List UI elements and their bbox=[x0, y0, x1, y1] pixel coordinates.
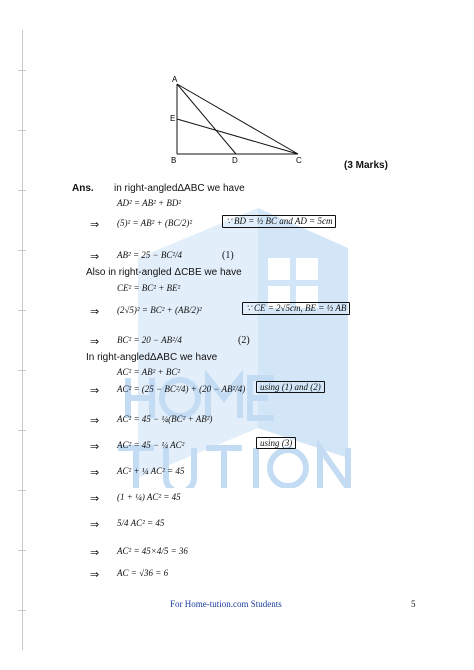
note-ce-be: ∵ CE = 2√5cm, BE = ½ AB bbox=[242, 302, 350, 315]
implies-arrow: ⇒ bbox=[90, 569, 100, 581]
implies-arrow: ⇒ bbox=[90, 493, 100, 505]
border-tick bbox=[18, 130, 26, 131]
segment-ad bbox=[177, 84, 236, 154]
note-using-3: using (3) bbox=[256, 437, 296, 449]
implies-arrow: ⇒ bbox=[90, 385, 100, 397]
equation-one-plus-quarter: (1 + ¼) AC² = 45 bbox=[117, 492, 181, 502]
equation-ac-45-quarter: AC² = 45 − ¼(BC² + AB²) bbox=[117, 414, 213, 424]
triangle-figure bbox=[160, 74, 310, 164]
equation-ad: AD² = AB² + BD² bbox=[117, 198, 182, 208]
equation-bc-squared: BC² = 20 − AB²/4 bbox=[117, 335, 182, 345]
border-tick bbox=[18, 370, 26, 371]
border-tick bbox=[18, 610, 26, 611]
border-tick bbox=[18, 250, 26, 251]
marks-label: (3 Marks) bbox=[344, 160, 388, 171]
equation-ab-squared: AB² = 25 − BC²/4 bbox=[117, 250, 183, 260]
implies-arrow: ⇒ bbox=[90, 441, 100, 453]
segment-ce bbox=[177, 119, 298, 154]
side-ac bbox=[177, 84, 298, 154]
page-left-border bbox=[22, 30, 23, 650]
vertex-label-e: E bbox=[170, 114, 176, 123]
note-bd-ad: ∵ BD = ½ BC and AD = 5cm bbox=[222, 215, 336, 228]
vertex-label-b: B bbox=[171, 156, 177, 164]
answer-line-abc: In right-angledΔABC we have bbox=[86, 352, 218, 363]
equation-ac-36: AC² = 45×4/5 = 36 bbox=[117, 546, 188, 556]
equation-ac: AC² = AB² + BC² bbox=[117, 367, 181, 377]
answer-line-cbe: Also in right-angled ΔCBE we have bbox=[86, 267, 242, 278]
implies-arrow: ⇒ bbox=[90, 547, 100, 559]
border-tick bbox=[18, 310, 26, 311]
vertex-label-d: D bbox=[232, 156, 238, 164]
equation-ac-final: AC = √36 = 6 bbox=[117, 568, 169, 578]
vertex-label-a: A bbox=[172, 75, 178, 84]
note-using-1-2: using (1) and (2) bbox=[256, 381, 325, 393]
equation-five-quarters: 5/4 AC² = 45 bbox=[117, 518, 165, 528]
page-number: 5 bbox=[411, 599, 416, 609]
equation-ac-sum: AC² = (25 − BC²/4) + (20 − AB²/4) bbox=[117, 384, 246, 394]
vertex-label-c: C bbox=[296, 156, 302, 164]
implies-arrow: ⇒ bbox=[90, 336, 100, 348]
equation-5-squared: (5)² = AB² + (BC/2)² bbox=[117, 218, 193, 228]
implies-arrow: ⇒ bbox=[90, 251, 100, 263]
equation-2root5-squared: (2√5)² = BC² + (AB/2)² bbox=[117, 305, 202, 315]
implies-arrow: ⇒ bbox=[90, 219, 100, 231]
equation-ac-plus-quarter: AC² + ¼ AC² = 45 bbox=[117, 466, 185, 476]
equation-ce: CE² = BC² + BE² bbox=[117, 283, 181, 293]
border-tick bbox=[18, 550, 26, 551]
border-tick bbox=[18, 70, 26, 71]
equation-tag-1: (1) bbox=[222, 250, 234, 261]
border-tick bbox=[18, 190, 26, 191]
equation-tag-2: (2) bbox=[238, 335, 250, 346]
answer-line-1: in right-angledΔABC we have bbox=[114, 183, 245, 194]
border-tick bbox=[18, 430, 26, 431]
implies-arrow: ⇒ bbox=[90, 306, 100, 318]
implies-arrow: ⇒ bbox=[90, 467, 100, 479]
border-tick bbox=[18, 490, 26, 491]
implies-arrow: ⇒ bbox=[90, 519, 100, 531]
equation-ac-45-ac: AC² = 45 − ¼ AC² bbox=[117, 440, 185, 450]
footer-text: For Home-tution.com Students bbox=[170, 599, 282, 609]
answer-label: Ans. bbox=[72, 183, 94, 194]
implies-arrow: ⇒ bbox=[90, 415, 100, 427]
